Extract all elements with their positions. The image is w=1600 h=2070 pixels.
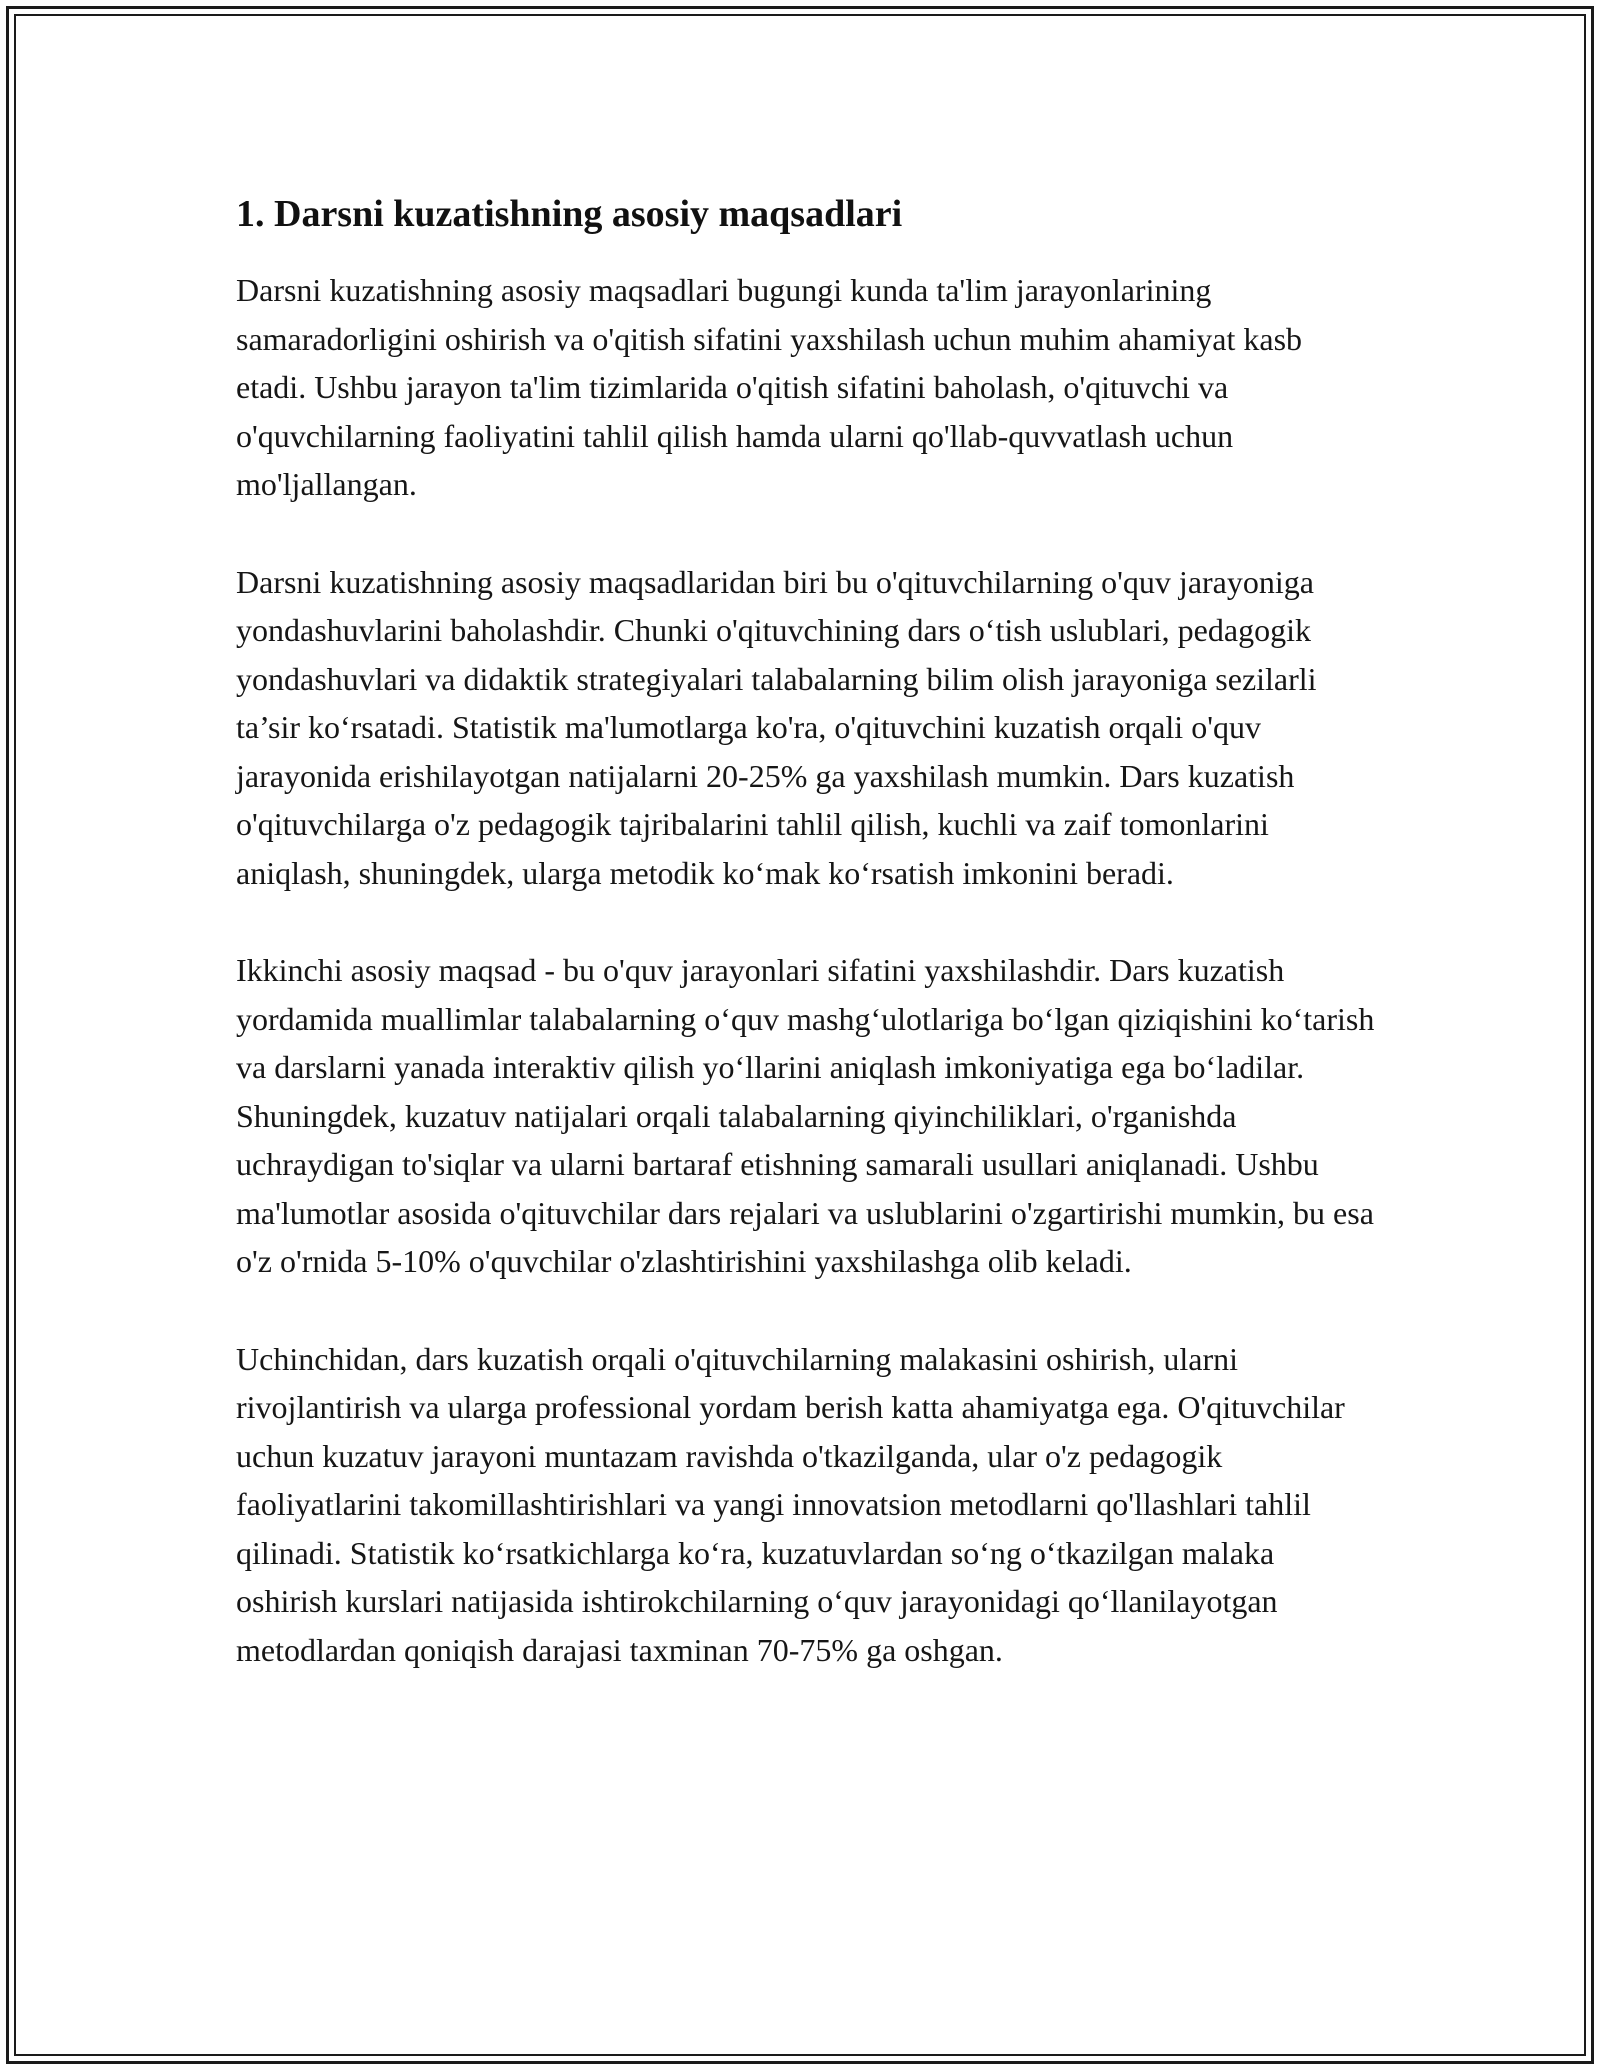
- paragraph-2: Darsni kuzatishning asosiy maqsadlaridan biri bu o'qituvchilarning o'quv jarayoniga yondashuvlarini baholashdir. Chunki o'qituvchining dars o‘tish uslublari, pedagogik yondashuvlari va didaktik strategiyalari talabalarning bilim olish jarayoniga sezilarli ta’sir ko‘rsatadi. Statistik ma'lumotlarga ko'ra, o'qituvchini kuzatish orqali o'quv jarayonida erishilayotgan natijalarni 20-25% ga yaxshilash mumkin. Dars kuzatish o'qituvchilarga o'z pedagogik tajribalarini tahlil qilish, kuchli va zaif tomonlarini aniqlash, shuningdek, ularga metodik ko‘mak ko‘rsatish imkonini beradi.: [236, 563, 1317, 891]
- paragraph-4: Uchinchidan, dars kuzatish orqali o'qituvchilarning malakasini oshirish, ularni rivojlantirish va ularga professional yordam berish katta ahamiyatga ega. O'qituvchilar uchun kuzatuv jarayoni muntazam ravishda o'tkazilganda, ular o'z pedagogik faoliyatlarini takomillashtirishlari va yangi innovatsion metodlarni qo'llashlari tahlil qilinadi. Statistik ko‘rsatkichlarga ko‘ra, kuzatuvlardan so‘ng o‘tkazilgan malaka oshirish kurslari natijasida ishtirokchilarning o‘quv jarayonidagi qo‘llanilayotgan metodlardan qoniqish darajasi taxminan 70-75% ga oshgan.: [236, 1340, 1345, 1668]
- section-heading: 1. Darsni kuzatishning asosiy maqsadlari: [236, 193, 903, 235]
- paragraph-1: Darsni kuzatishning asosiy maqsadlari bugungi kunda ta'lim jarayonlarining samaradorligini oshirish va o'qitish sifatini yaxshilash uchun muhim ahamiyat kasb etadi. Ushbu jarayon ta'lim tizimlarida o'qitish sifatini baholash, o'qituvchi va o'quvchilarning faoliyatini tahlil qilish hamda ularni qo'llab-quvvatlash uchun mo'ljallangan.: [236, 272, 1303, 502]
- paragraph-3: Ikkinchi asosiy maqsad - bu o'quv jarayonlari sifatini yaxshilashdir. Dars kuzatish yordamida muallimlar talabalarning o‘quv mashg‘ulotlariga bo‘lgan qiziqishini ko‘tarish va darslarni yanada interaktiv qilish yo‘llarini aniqlash imkoniyatiga ega bo‘ladilar. Shuningdek, kuzatuv natijalari orqali talabalarning qiyinchiliklari, o'rganishda uchraydigan to'siqlar va ularni bartaraf etishning samarali usullari aniqlanadi. Ushbu ma'lumotlar asosida o'qituvchilar dars rejalari va uslublarini o'zgartirishi mumkin, bu esa o'z o'rnida 5-10% o'quvchilar o'zlashtirishini yaxshilashga olib keladi.: [236, 952, 1375, 1279]
- document-body: [236, 190, 1376, 1723]
